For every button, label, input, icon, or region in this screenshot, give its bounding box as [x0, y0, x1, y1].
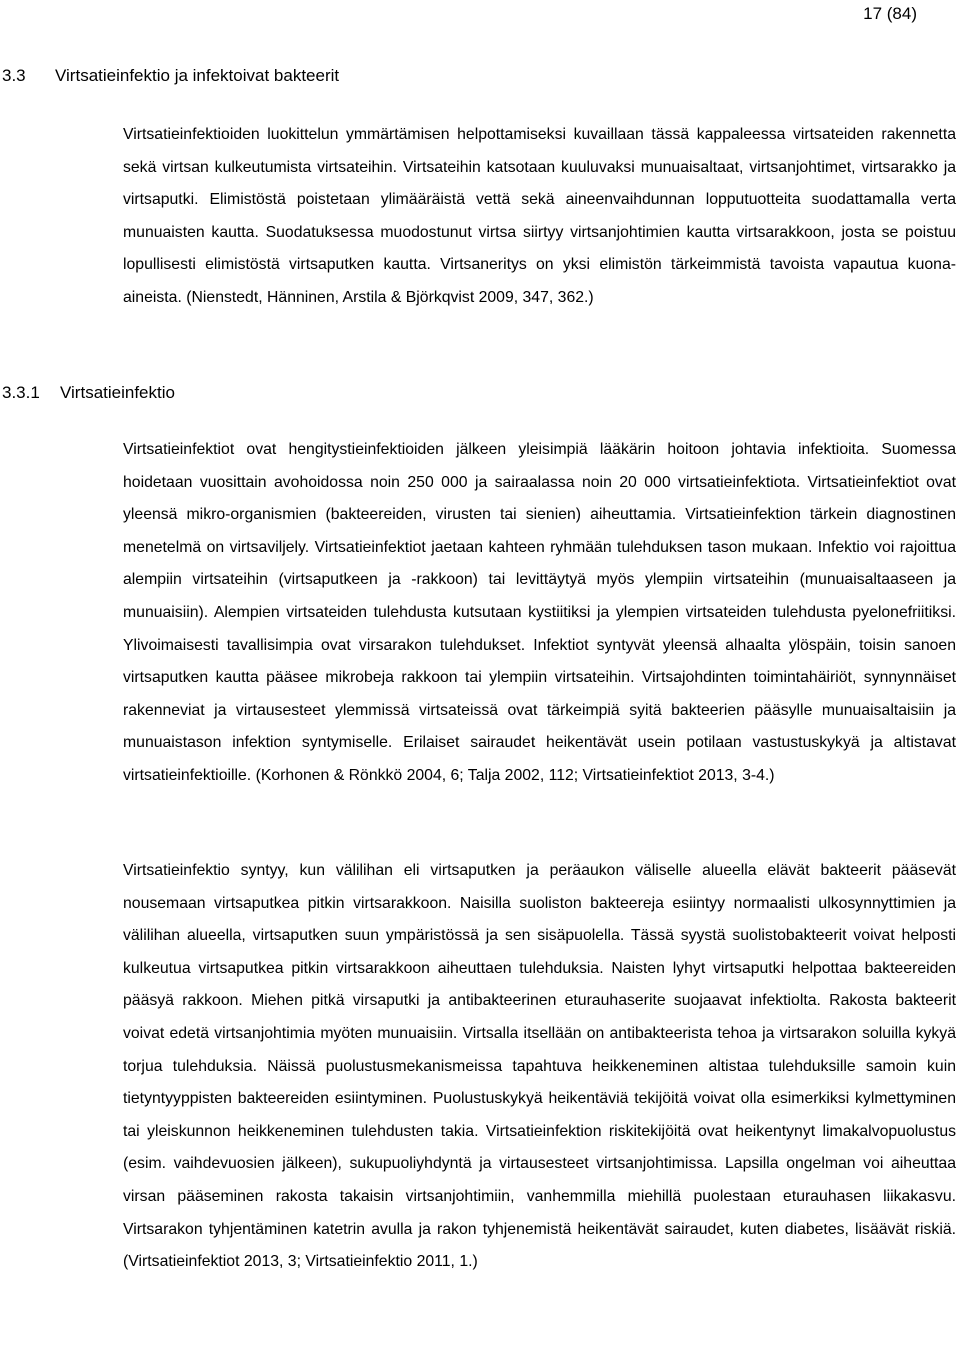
section-title: Virtsatieinfektio ja infektoivat bakteerit	[55, 66, 340, 85]
subsection-title: Virtsatieinfektio	[60, 383, 175, 402]
body-paragraph-1: Virtsatieinfektiot ovat hengitystieinfektioiden jälkeen yleisimpiä lääkärin hoitoon johtavia infektioita. Suomessa hoidetaan vuosittain avohoidossa noin 250 000 ja sairaalassa noin 20 000 virtsatieinfektiota. Virtsatieinfektiot ovat yleensä mikro-organismien (bakteereiden, virusten tai sienien) aiheuttamia. Virtsatieinfektion tärkein diagnostinen menetelmä on virtsaviljely. Virtsatieinfektiot jaetaan kahteen ryhmään tulehduksen tason mukaan. Infektio voi rajoittua alempiin virtsateihin (virtsaputkeen ja -rakkoon) tai levittäytyä myös ylempiin virtsateihin (munuaisaltaaseen ja munuaisiin). Alempien virtsateiden tulehdusta kutsutaan kystiitiksi ja ylempien virtsateiden tulehdusta pyelonefriitiksi. Ylivoimaisesti tavallisimpia ovat virsarakon tulehdukset. Infektiot syntyvät yleensä alhaalta ylöspäin, toisin sanoen virtsaputken kautta pääsee mikrobeja rakkoon tai ylempiin virtsateihin. Virtsajohdinten toimintahäiriöt, synnynnäiset rakenneviat ja virtausesteet ylemmissä virtsateissä ovat tärkeimpiä syitä bakteerien pääsylle munuaisaltaisiin ja munuaistason infektion syntymiselle. Erilaiset sairaudet heikentävät usein potilaan vastustuskykyä ja altistavat virtsatieinfektioille. (Korhonen & Rönkkö 2004, 6; Talja 2002, 112; Virtsatieinfektiot 2013, 3-4.)	[123, 441, 956, 784]
section-heading	[2, 64, 339, 88]
page-number: 17 (84)	[863, 4, 917, 23]
section-intro-paragraph: Virtsatieinfektioiden luokittelun ymmärtämisen helpottamiseksi kuvaillaan tässä kappaleessa virtsateiden rakennetta sekä virtsan kulkeutumista virtsateihin. Virtsateihin katsotaan kuuluvaksi munuaisaltaat, virtsanjohtimet, virtsarakko ja virtsaputki. Elimistöstä poistetaan ylimääräistä vettä sekä aineenvaihdunnan lopputuotteita suodattamalla verta munuaisten kautta. Suodatuksessa muodostunut virtsa siirtyy virtsanjohtimien kautta virtsarakkoon, josta se poistuu lopullisesti elimistöstä virtsaputken kautta. Virtsaneritys on yksi elimistön tärkeimmistä tavoista vapautua kuona-aineista. (Nienstedt, Hänninen, Arstila & Björkqvist 2009, 347, 362.)	[123, 126, 956, 306]
subsection-number: 3.3.1	[2, 383, 40, 402]
section-number: 3.3	[2, 66, 26, 85]
subsection-heading	[2, 381, 175, 405]
body-paragraph-2: Virtsatieinfektio syntyy, kun välilihan eli virtsaputken ja peräaukon väliselle alueella elävät bakteerit pääsevät nousemaan virtsaputkea pitkin virtsarakkoon. Naisilla suoliston bakteereja esiintyy normaalisti ulkosynnyttimien ja välilihan alueella, virtsaputken suun ympäristössä ja sen sisäpuolella. Tässä syystä suolistobakteerit voivat helposti kulkeutua virtsaputkea pitkin virtsarakkoon aiheuttaen tulehduksia. Naisten lyhyt virtsaputki helpottaa bakteereiden pääsyä rakkoon. Miehen pitkä virsaputki ja antibakteerinen eturauhaserite suojaavat infektiolta. Rakosta bakteerit voivat edetä virtsanjohtimia myöten munuaisiin. Virtsalla itsellään on antibakteerista tehoa ja virtsarakon soluilla kykyä torjua tulehduksia. Näissä puolustusmekanismeissa tapahtuva heikkeneminen altistaa tulehduksille samoin kuin tietyntyyppisten bakteereiden esiintyminen. Puolustuskykyä heikentäviä tekijöitä voivat olla esimerkiksi kylmettyminen tai yleiskunnon heikkeneminen tulehdusten takia. Virtsatieinfektion riskitekijöitä ovat heikentynyt limakalvopuolustus (esim. vaihdevuosien jälkeen), sukupuoliyhdyntä ja virtausesteet virtsanjohtimissa. Lapsilla ongelman voi aiheuttaa virsan pääseminen rakosta takaisin virtsanjohtimiin, vanhemmilla miehillä puolestaan eturauhasen liikakasvu. Virtsarakon tyhjentäminen katetrin avulla ja rakon tyhjenemistä heikentävät sairaudet, kuten diabetes, lisäävät riskiä. (Virtsatieinfektiot 2013, 3; Virtsatieinfektio 2011, 1.)	[123, 862, 956, 1271]
